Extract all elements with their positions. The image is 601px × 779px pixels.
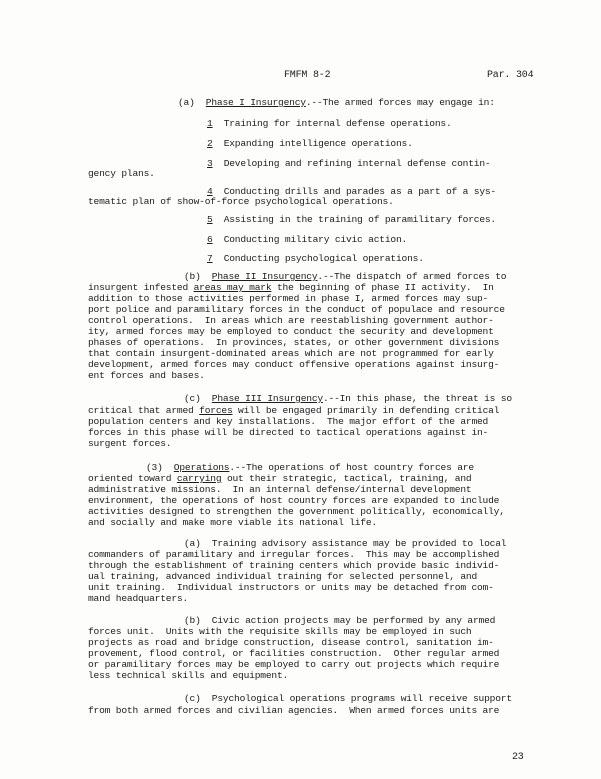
training-line: ual training, advanced individual training for selected personnel, and <box>88 571 478 582</box>
phase2-line: control operations. In areas which are reestablishing government author- <box>88 315 494 326</box>
paragraph-ref: Par. 304 <box>487 70 534 81</box>
training-line: through the establishment of training centers which provide basic individ- <box>88 560 500 571</box>
phase1-item-3-cont: gency plans. <box>88 168 155 179</box>
phase1-heading: (a) Phase I Insurgency.--The armed forces may engage in: <box>178 97 495 108</box>
civic-line: projects as road and bridge construction, disease control, sanitation im- <box>88 637 494 648</box>
phase2-line: addition to those activities performed in phase I, armed forces may sup- <box>88 293 489 304</box>
phase1-item-4: 4 Conducting drills and parades as a part of a sys- <box>207 186 496 197</box>
training-line: commanders of paramilitary and irregular forces. This may be accomplished <box>88 549 500 560</box>
phase2-line-2: insurgent infested areas may mark the beginning of phase II activity. In <box>88 282 494 293</box>
doc-id: FMFM 8-2 <box>284 70 331 81</box>
phase3-title: Phase III Insurgency <box>211 393 323 404</box>
operations-line: administrative missions. In an internal defense/internal development <box>88 484 472 495</box>
training-line-1: (a) Training advisory assistance may be provided to local <box>184 538 507 549</box>
phase3-line: population centers and key installations. The major effort of the armed <box>88 416 489 427</box>
phase3-line-2: critical that armed forces will be engaged primarily in defending critical <box>88 405 500 416</box>
phase3-line: surgent forces. <box>88 438 172 449</box>
phase2-title: Phase II Insurgency <box>211 271 318 282</box>
phase1-item-2: 2 Expanding intelligence operations. <box>207 138 413 149</box>
civic-line: forces unit. Units with the requisite skills may be employed in such <box>88 626 472 637</box>
phase2-line: ity, armed forces may be employed to conduct the security and development <box>88 326 494 337</box>
operations-line-2: oriented toward carrying out their strategic, tactical, training, and <box>88 473 472 484</box>
operations-line: and socially and make more viable its national life. <box>88 517 377 528</box>
phase1-item-4-cont: tematic plan of show-of-force psychological operations. <box>88 196 394 207</box>
phase2-line: port police and paramilitary forces in the conduct of populace and resource <box>88 304 505 315</box>
phase3-line: forces in this phase will be directed to tactical operations against in- <box>88 427 489 438</box>
phase1-item-7: 7 Conducting psychological operations. <box>207 253 424 264</box>
civic-line: or paramilitary forces may be employed to carry out projects which require <box>88 659 500 670</box>
civic-line-1: (b) Civic action projects may be performed by any armed <box>184 615 496 626</box>
phase1-item-5: 5 Assisting in the training of paramilitary forces. <box>207 214 496 225</box>
civic-line: less technical skills and equipment. <box>88 670 289 681</box>
training-line: unit training. Individual instructors or units may be detached from com- <box>88 582 494 593</box>
psyops-line: from both armed forces and civilian agencies. When armed forces units are <box>88 705 500 716</box>
phase2-line: that contain insurgent-dominated areas which are not programmed for early <box>88 348 494 359</box>
civic-line: provement, flood control, or facilities construction. Other regular armed <box>88 648 500 659</box>
operations-title: Operations <box>173 462 230 473</box>
phase2-line: development, armed forces may conduct offensive operations against insurg- <box>88 359 500 370</box>
phase1-title: Phase I Insurgency <box>205 97 306 108</box>
operations-heading: (3) Operations.--The operations of host country forces are <box>146 462 474 473</box>
page-number: 23 <box>512 752 524 763</box>
operations-line: environment, the operations of host country forces are expanded to include <box>88 495 500 506</box>
phase1-item-1: 1 Training for internal defense operations. <box>207 118 452 129</box>
phase2-heading: (b) Phase II Insurgency.--The dispatch of armed forces to <box>184 271 507 282</box>
psyops-line-1: (c) Psychological operations programs will receive support <box>184 693 512 704</box>
phase1-item-3: 3 Developing and refining internal defense contin- <box>207 158 491 169</box>
phase3-heading: (c) Phase III Insurgency.--In this phase, the threat is so <box>184 393 512 404</box>
phase2-line: ent forces and bases. <box>88 370 205 381</box>
operations-line: activities designed to strengthen the government politically, economically, <box>88 506 505 517</box>
phase2-line: phases of operations. In provinces, states, or other government divisions <box>88 337 500 348</box>
training-line: mand headquarters. <box>88 593 189 604</box>
phase1-item-6: 6 Conducting military civic action. <box>207 234 408 245</box>
